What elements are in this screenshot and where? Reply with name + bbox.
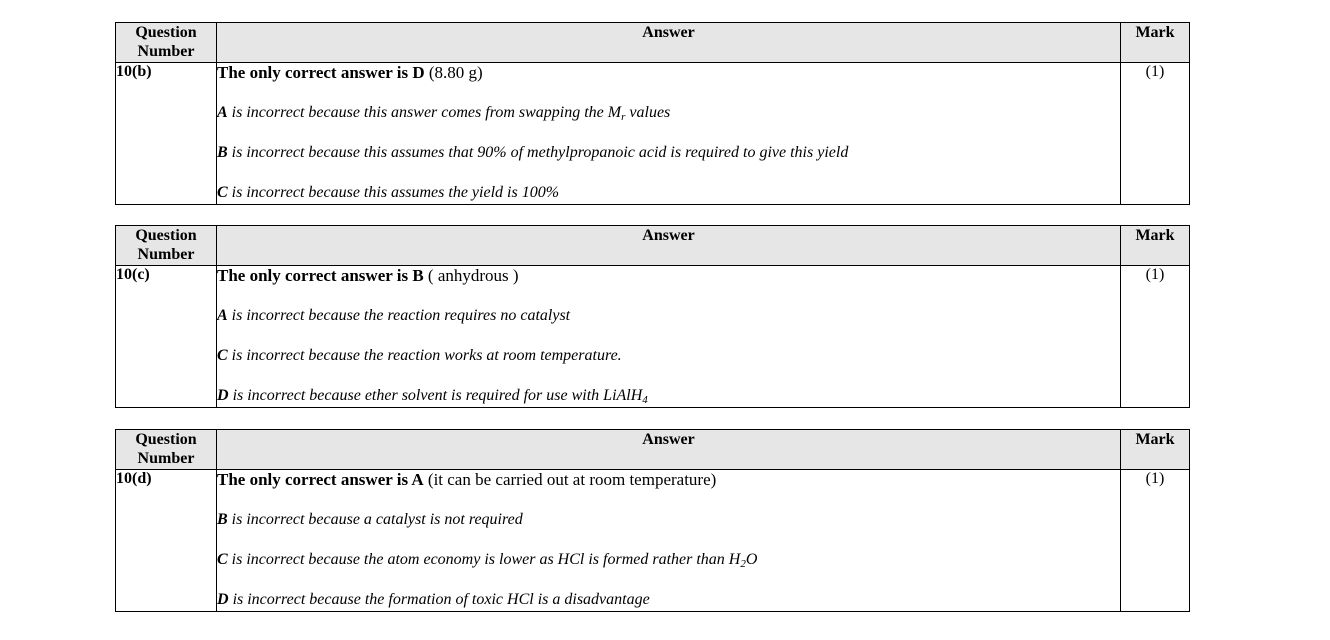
option-text: is incorrect because a catalyst is not required — [227, 511, 523, 528]
option-letter: A — [217, 104, 228, 121]
option-letter: C — [217, 347, 228, 364]
correct-answer-line — [217, 470, 1120, 490]
mark-value: (1) — [1121, 470, 1190, 612]
correct-answer-line — [217, 63, 1120, 83]
mark-value: (1) — [1121, 63, 1190, 205]
mark-header: Mark — [1121, 23, 1190, 63]
correct-answer-statement: The only correct answer is B — [217, 266, 424, 285]
option-letter: B — [217, 144, 228, 161]
option-letter: D — [217, 591, 229, 608]
answer-body — [217, 470, 1121, 612]
question-number: 10(c) — [116, 266, 217, 408]
correct-answer-value: (8.80 g) — [424, 63, 483, 82]
option-letter: C — [217, 184, 228, 201]
option-explanation — [217, 590, 1120, 610]
mark-scheme-table-10c — [115, 225, 1190, 408]
option-explanation — [217, 103, 1120, 123]
answer-header: Answer — [217, 226, 1121, 266]
question-number-header: Question Number — [116, 23, 217, 63]
subscript: 2 — [740, 558, 746, 570]
subscript: 4 — [642, 394, 648, 406]
correct-answer-value: ( anhydrous ) — [423, 266, 519, 285]
option-text-after: values — [625, 104, 671, 121]
option-text: is incorrect because the atom economy is lower as HCl is formed rather than H — [227, 551, 741, 568]
option-text: is incorrect because the reaction works at room temperature. — [227, 347, 622, 364]
answer-body — [217, 63, 1121, 205]
correct-answer-value: (it can be carried out at room temperature) — [423, 470, 717, 489]
option-text: is incorrect because ether solvent is required for use with LiAlH — [228, 387, 643, 404]
correct-answer-statement: The only correct answer is A — [217, 470, 424, 489]
option-explanation — [217, 183, 1120, 203]
mark-scheme-table-10d — [115, 429, 1190, 612]
correct-answer-line — [217, 266, 1120, 286]
mark-value: (1) — [1121, 266, 1190, 408]
correct-answer-statement: The only correct answer is D — [217, 63, 425, 82]
mark-header: Mark — [1121, 430, 1190, 470]
question-number: 10(b) — [116, 63, 217, 205]
subscript: r — [621, 111, 626, 123]
mark-scheme-table-10b — [115, 22, 1190, 205]
option-explanation — [217, 143, 1120, 163]
option-letter: D — [217, 387, 229, 404]
answer-header: Answer — [217, 430, 1121, 470]
answer-header: Answer — [217, 23, 1121, 63]
option-explanation — [217, 550, 1120, 570]
question-number-header: Question Number — [116, 226, 217, 266]
option-text: is incorrect because this assumes that 90% of methylpropanoic acid is required to give this yield — [227, 144, 849, 161]
option-text: is incorrect because this answer comes from swapping the M — [227, 104, 622, 121]
option-text: is incorrect because this assumes the yield is 100% — [227, 184, 560, 201]
option-explanation — [217, 346, 1120, 366]
option-text: is incorrect because the formation of toxic HCl is a disadvantage — [228, 591, 650, 608]
question-number: 10(d) — [116, 470, 217, 612]
option-letter: B — [217, 511, 228, 528]
option-letter: C — [217, 551, 228, 568]
option-text-after: O — [745, 551, 758, 568]
question-number-header: Question Number — [116, 430, 217, 470]
option-explanation — [217, 510, 1120, 530]
mark-header: Mark — [1121, 226, 1190, 266]
option-text: is incorrect because the reaction requires no catalyst — [227, 307, 571, 324]
answer-body — [217, 266, 1121, 408]
option-letter: A — [217, 307, 228, 324]
option-explanation — [217, 306, 1120, 326]
option-explanation — [217, 386, 1120, 406]
